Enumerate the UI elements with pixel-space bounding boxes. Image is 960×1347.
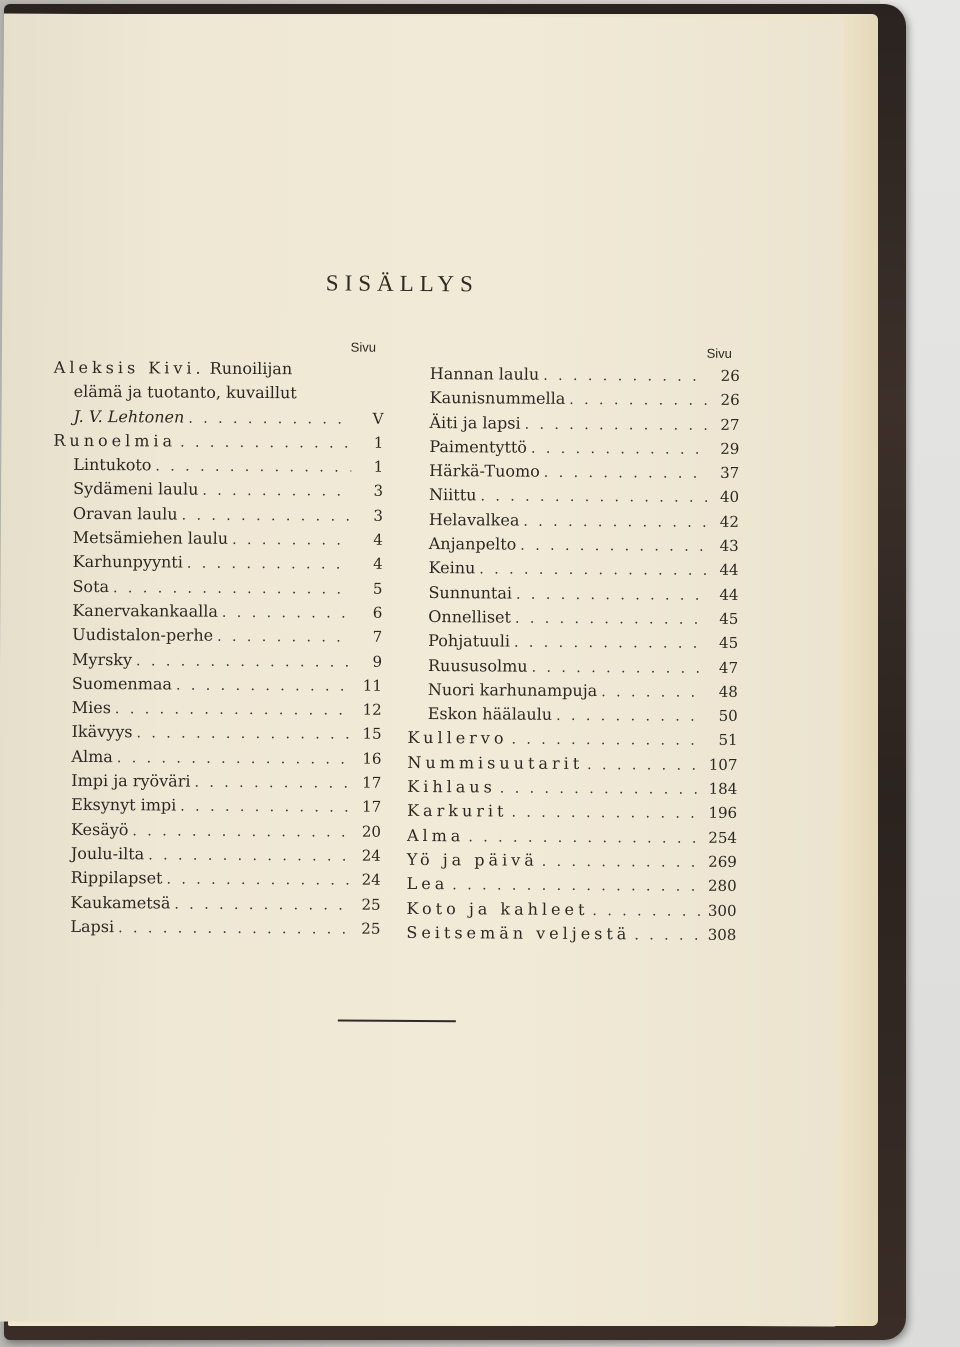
toc-section-title: Runoelmia xyxy=(53,430,177,451)
toc-entry xyxy=(407,775,737,801)
toc-entry-title: Lintukoto xyxy=(73,455,152,475)
toc-entry xyxy=(406,896,736,922)
toc-entry-page: 29 xyxy=(720,439,740,458)
toc-entry xyxy=(408,678,738,704)
toc-entry-title: Pohjatuuli xyxy=(428,631,511,651)
toc-entry xyxy=(408,605,738,631)
toc-entry-page: 308 xyxy=(707,925,737,944)
toc-entry xyxy=(408,629,738,655)
intro-line-1 xyxy=(54,356,384,382)
toc-entry-title: Joulu-ilta xyxy=(70,843,145,864)
toc-entry-page: 196 xyxy=(708,804,738,823)
toc-entry-title: Myrsky xyxy=(72,649,133,669)
toc-entry xyxy=(52,720,382,746)
leader-dots xyxy=(587,753,705,778)
leader-dots xyxy=(531,437,708,462)
toc-entry xyxy=(53,526,383,552)
toc-entry-page: 43 xyxy=(719,536,739,556)
toc-entry xyxy=(409,483,739,509)
toc-entry-title: Sota xyxy=(72,576,110,596)
toc-entry-title: Keinu xyxy=(428,558,476,578)
toc-entry-title: Lapsi xyxy=(70,916,115,936)
toc-entry-page: V xyxy=(372,409,384,428)
leader-dots xyxy=(118,916,348,942)
leader-dots xyxy=(520,534,707,559)
toc-right-poems xyxy=(408,362,740,728)
intro-author-name: Aleksis Kivi. xyxy=(53,357,205,378)
toc-entry-page: 24 xyxy=(361,870,381,889)
toc-entry xyxy=(406,921,736,947)
toc-entry xyxy=(408,581,738,607)
toc-left-entries xyxy=(50,453,383,941)
leader-dots xyxy=(515,607,706,632)
book-page xyxy=(0,13,844,1326)
toc-entry-page: 17 xyxy=(362,797,382,817)
toc-entry-intro xyxy=(53,404,383,430)
leader-dots xyxy=(180,430,351,455)
toc-entry-page: 3 xyxy=(373,482,384,501)
toc-entry-page: 37 xyxy=(720,464,740,483)
leader-dots xyxy=(479,558,706,584)
toc-entry xyxy=(409,411,739,437)
toc-entry-title: Rippilapset xyxy=(70,868,163,888)
toc-entry xyxy=(409,532,739,558)
toc-entry-page: 25 xyxy=(361,919,381,938)
toc-entry xyxy=(52,574,382,600)
leader-dots xyxy=(136,649,350,675)
toc-entry-title: Impi ja ryöväri xyxy=(71,770,191,791)
toc-entry-title: Alma xyxy=(406,825,465,845)
leader-dots xyxy=(601,680,706,705)
leader-dots xyxy=(132,819,349,845)
leader-dots xyxy=(194,771,349,796)
toc-entry-page: 45 xyxy=(719,609,739,628)
leader-dots xyxy=(202,479,351,504)
toc-entry-page: 5 xyxy=(372,579,383,598)
toc-entry-page: 3 xyxy=(373,506,383,525)
toc-entry-title: Karkurit xyxy=(407,801,508,821)
leader-dots xyxy=(187,552,351,577)
page-title: SISÄLLYS xyxy=(325,270,479,297)
toc-entry-title: Uudistalon-perhe xyxy=(72,625,214,646)
intro-line-2: elämä ja tuotanto, kuvaillut xyxy=(73,382,297,403)
toc-entry xyxy=(409,508,739,534)
leader-dots xyxy=(232,528,351,553)
toc-entry xyxy=(53,550,383,576)
leader-dots xyxy=(516,582,707,607)
toc-entry xyxy=(409,435,739,461)
toc-entry xyxy=(407,751,737,777)
toc-entry xyxy=(52,696,382,722)
toc-entry-page: 27 xyxy=(720,415,740,434)
toc-entry-title: J. V. Lehtonen xyxy=(73,406,185,427)
toc-entry-title: Onnelliset xyxy=(428,607,512,627)
toc-entry xyxy=(410,362,740,388)
toc-entry-page: 50 xyxy=(718,706,738,726)
toc-entry-page: 4 xyxy=(373,555,383,574)
toc-section-runoelmia xyxy=(53,429,383,455)
toc-entry xyxy=(407,799,737,825)
toc-entry-page: 15 xyxy=(362,725,382,744)
leader-dots xyxy=(523,509,707,534)
toc-entry xyxy=(407,848,737,874)
toc-entry-title: Kesäyö xyxy=(70,819,129,839)
toc-entry-title: Alma xyxy=(71,746,113,766)
toc-entry-page: 16 xyxy=(362,749,382,768)
leader-dots xyxy=(532,655,707,680)
toc-entry-title: Eskon häälaulu xyxy=(427,704,553,724)
toc-entry-title: Nummisuutarit xyxy=(407,752,584,773)
toc-entry xyxy=(52,647,382,673)
toc-entry xyxy=(51,769,381,795)
toc-entry-page: 26 xyxy=(720,366,740,385)
toc-entry-page: 7 xyxy=(372,627,383,647)
leader-dots xyxy=(117,746,350,772)
toc-entry-title: Eksynyt impi xyxy=(71,795,177,815)
toc-entry-title: Ruususolmu xyxy=(427,655,528,676)
toc-entry-title: Karhunpyynti xyxy=(72,552,183,572)
toc-entry xyxy=(53,477,383,503)
leader-dots xyxy=(480,485,707,511)
leader-dots xyxy=(222,601,351,626)
leader-dots xyxy=(592,899,704,924)
leader-dots xyxy=(544,461,708,486)
toc-entry-page: 47 xyxy=(718,658,739,677)
leader-dots xyxy=(182,503,351,528)
toc-entry xyxy=(52,623,382,649)
toc-entry xyxy=(53,453,383,479)
leader-dots xyxy=(542,850,705,875)
leader-dots xyxy=(634,923,704,948)
toc-entry-page: 269 xyxy=(708,852,737,871)
toc-entry xyxy=(408,702,738,728)
toc-entry-title: Niittu xyxy=(429,485,477,505)
toc-entry-page: 20 xyxy=(361,822,382,841)
toc-entry xyxy=(51,842,381,868)
toc-entry-title: Kaukametsä xyxy=(70,892,171,913)
toc-entry-page: 12 xyxy=(362,700,382,719)
toc-entry-title: Nuori karhunampuja xyxy=(427,679,598,700)
toc-entry-page: 51 xyxy=(718,731,738,750)
toc-entry-page: 48 xyxy=(718,682,738,701)
leader-dots xyxy=(452,873,704,899)
toc-entry-page: 40 xyxy=(719,488,740,507)
toc-entry-title: Lea xyxy=(406,874,449,894)
leader-dots xyxy=(148,843,349,869)
toc-entry xyxy=(51,745,381,771)
toc-entry xyxy=(408,726,738,752)
toc-entry-title: Kullervo xyxy=(407,728,508,748)
toc-entry-page: 44 xyxy=(719,585,739,604)
leader-dots xyxy=(136,722,349,748)
toc-entry xyxy=(50,915,380,941)
toc-entry xyxy=(51,793,381,819)
leader-dots xyxy=(468,825,704,851)
toc-entry-title: Anjanpelto xyxy=(428,534,517,554)
toc-entry-title: Seitsemän veljestä xyxy=(406,922,631,944)
toc-entry-title: Helavalkea xyxy=(428,509,520,530)
toc-entry-page: 4 xyxy=(373,530,383,549)
toc-entry xyxy=(407,872,737,898)
toc-entry xyxy=(51,866,381,892)
leader-dots xyxy=(511,801,704,826)
toc-entry-page: 42 xyxy=(719,512,739,531)
toc-entry-title: Oravan laulu xyxy=(72,503,178,524)
toc-entry-page: 25 xyxy=(361,895,381,914)
toc-entry xyxy=(407,824,737,850)
toc-entry-page: 1 xyxy=(373,457,384,476)
toc-entry-title: Sunnuntai xyxy=(428,582,513,603)
toc-entry-page: 44 xyxy=(719,561,739,580)
toc-left-column xyxy=(50,336,384,941)
toc-entry-page: 17 xyxy=(362,773,382,792)
toc-entry-title: Paimentyttö xyxy=(429,436,528,457)
intro-line-1-rest: Runoilijan xyxy=(209,358,293,379)
toc-right-column xyxy=(406,342,740,947)
leader-dots xyxy=(500,777,705,803)
leader-dots xyxy=(180,795,349,820)
toc-entry-page: 26 xyxy=(720,391,740,410)
toc-entry-title: Härkä-Tuomo xyxy=(429,461,540,481)
leader-dots xyxy=(176,673,350,698)
toc-entry xyxy=(51,817,381,843)
toc-entry-title: Koto ja kahleet xyxy=(406,898,589,919)
page-column-header: Sivu xyxy=(706,345,732,361)
leader-dots xyxy=(188,406,351,431)
toc-entry-title: Yö ja päivä xyxy=(406,849,538,870)
toc-entry-page: 280 xyxy=(707,876,737,896)
toc-entry-title: Kaunisnummella xyxy=(429,388,566,409)
toc-entry-page: 184 xyxy=(708,779,738,798)
toc-entry xyxy=(409,556,739,582)
toc-entry-title: Suomenmaa xyxy=(71,673,173,694)
page-column-header: Sivu xyxy=(350,339,377,355)
toc-entry xyxy=(53,502,383,528)
toc-entry xyxy=(408,653,738,679)
toc-entry xyxy=(52,672,382,698)
leader-dots xyxy=(115,697,350,723)
toc-entry-page: 107 xyxy=(708,755,738,774)
leader-dots xyxy=(174,892,348,917)
toc-entry-page: 1 xyxy=(373,433,384,452)
toc-entry-title: Mies xyxy=(71,698,112,718)
toc-entry-title: Hannan laulu xyxy=(429,364,540,384)
toc-entry-page: 11 xyxy=(362,676,382,695)
toc-entry-page: 24 xyxy=(361,846,381,865)
leader-dots xyxy=(155,455,351,480)
toc-entry-page: 6 xyxy=(372,603,383,622)
leader-dots xyxy=(514,631,706,656)
leader-dots xyxy=(569,388,708,413)
leader-dots xyxy=(511,728,705,753)
toc-entry-page: 300 xyxy=(707,901,737,920)
toc-entry-page: 9 xyxy=(372,652,383,671)
leader-dots xyxy=(113,576,351,602)
toc-entry-page: 45 xyxy=(719,634,739,653)
toc-entry xyxy=(50,890,380,916)
closing-rule xyxy=(338,1020,456,1023)
leader-dots xyxy=(217,625,350,650)
toc-entry-title: Kihlaus xyxy=(407,776,496,797)
toc-entry-title: Äiti ja lapsi xyxy=(429,412,521,433)
toc-entry xyxy=(409,459,739,485)
toc-entry xyxy=(410,386,740,412)
toc-right-works xyxy=(406,726,737,947)
toc-entry-title: Sydämeni laulu xyxy=(73,479,199,500)
leader-dots xyxy=(166,868,348,893)
toc-entry-title: Metsämiehen laulu xyxy=(72,527,229,548)
toc-entry xyxy=(52,599,382,625)
toc-entry-title: Kanervakankaalla xyxy=(72,600,218,621)
toc-entry-title: Ikävyys xyxy=(71,722,133,742)
leader-dots xyxy=(556,704,706,729)
toc-entry-page: 254 xyxy=(708,828,738,847)
leader-dots xyxy=(543,364,708,389)
leader-dots xyxy=(525,412,708,437)
